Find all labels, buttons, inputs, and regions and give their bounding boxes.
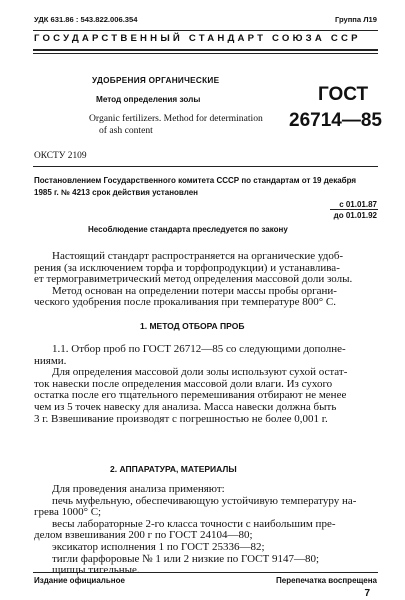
section2-line: Для проведения анализа применяют: <box>52 483 225 495</box>
intro-text <box>34 251 378 309</box>
section2-line: грева 1000° С; <box>34 506 102 519</box>
title-ru-line2: Метод определения золы <box>96 95 201 104</box>
section1-line: остатка после его тщательного перемешивания отбирают не менее <box>34 389 347 402</box>
section2-heading: 2. АППАРАТУРА, МАТЕРИАЛЫ <box>110 464 237 474</box>
okstu-rule <box>33 166 378 167</box>
edition-note: Издание официальное <box>34 576 125 585</box>
udk-code: УДК 631.86 : 543.822.006.354 <box>34 15 138 24</box>
intro-line: рения (за исключением торфа и торфопродукции) и устанавлива- <box>34 261 340 274</box>
header-rule-thick <box>33 49 378 51</box>
section1-line: ниями. <box>34 354 67 367</box>
section2-text <box>34 484 378 577</box>
top-rule <box>33 30 378 31</box>
header-rule-thin <box>33 53 378 54</box>
validity-from: с 01.01.87 <box>339 200 377 209</box>
page-number: 7 <box>364 588 370 599</box>
validity-to: до 01.01.92 <box>333 211 377 220</box>
decree-line2: 1985 г. № 4213 срок действия установлен <box>34 188 198 197</box>
section2-line: щипцы тигельные. <box>52 564 140 577</box>
section1-line: чем из 5 точек навеску для анализа. Масса навески должна быть <box>34 400 337 413</box>
intro-line: Настоящий стандарт распространяется на органические удоб- <box>52 250 344 262</box>
gost-number: 26714—85 <box>289 110 382 131</box>
footer-rule <box>33 572 378 573</box>
section2-line: эксикатор исполнения 1 по ГОСТ 25336—82; <box>52 540 265 553</box>
section1-line: ток навески после определения массовой доли влаги. Из сухого <box>34 377 333 390</box>
decree-line1: Постановлением Государственного комитета СССР по стандартам от 19 декабря <box>34 176 357 185</box>
section2-line: тигли фарфоровые № 1 или 2 низкие по ГОСТ 9147—80; <box>52 552 320 565</box>
intro-line: ческого удобрения после прокаливания при температуре 800° С. <box>34 296 336 309</box>
reprint-note: Перепечатка воспрещена <box>276 576 377 585</box>
section1-line: Для определения массовой доли золы используют сухой остат- <box>52 366 348 379</box>
section1-line: 3 г. Взвешивание производят с погрешностью не более 0,001 г. <box>34 412 328 425</box>
intro-line: ет термогравиметрический метод определения массовой доли золы. <box>34 273 353 286</box>
section1-text <box>34 344 378 425</box>
section2-line: делом взвешивания 200 г по ГОСТ 24104—80; <box>34 529 253 542</box>
standard-line: ГОСУДАРСТВЕННЫЙ СТАНДАРТ СОЮЗА ССР <box>34 33 361 44</box>
title-ru-line1: УДОБРЕНИЯ ОРГАНИЧЕСКИЕ <box>92 76 220 85</box>
section1-line: 1.1. Отбор проб по ГОСТ 26712—85 со следующими дополне- <box>52 343 346 355</box>
validity-rule <box>330 209 378 210</box>
title-en-line2: of ash content <box>99 125 153 136</box>
section2-line: весы лабораторные 2-го класса точности с наибольшим пре- <box>52 517 336 530</box>
okstu-code: ОКСТУ 2109 <box>34 151 87 161</box>
intro-line: Метод основан на определении потери массы пробы органи- <box>52 284 337 297</box>
legal-warning: Несоблюдение стандарта преследуется по закону <box>88 225 288 234</box>
group-code: Группа Л19 <box>334 15 377 24</box>
section1-heading: 1. МЕТОД ОТБОРА ПРОБ <box>140 321 245 331</box>
section2-line: печь муфельную, обеспечивающую устойчивую температуру на- <box>52 494 357 507</box>
gost-label: ГОСТ <box>318 84 369 105</box>
title-en-line1: Organic fertilizers. Method for determination <box>89 113 263 124</box>
